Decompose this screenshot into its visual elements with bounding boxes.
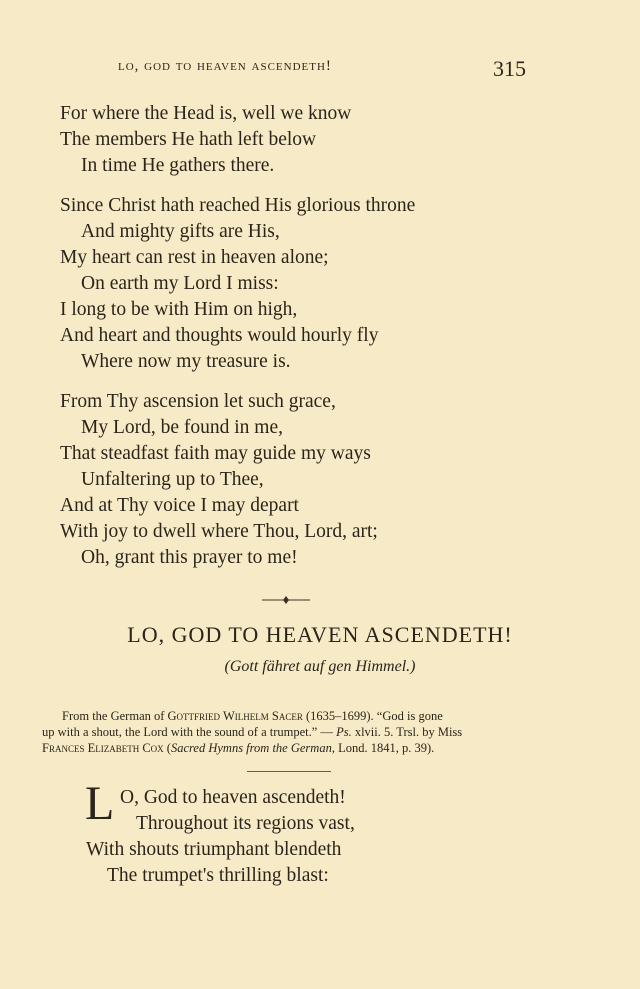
page-number: 315 (493, 56, 526, 81)
verse-line: O, God to heaven ascendeth! (120, 787, 346, 808)
verse-line: And at Thy voice I may depart (60, 495, 299, 516)
verse-line: And mighty gifts are His, (81, 221, 280, 242)
translator-name: Frances Elizabeth Cox (42, 741, 164, 755)
verse-line: The trumpet's thrilling blast: (107, 865, 329, 886)
text: (1635–1699). “God is gone (302, 709, 443, 723)
verse-line: My Lord, be found in me, (81, 417, 284, 438)
verse-line: The members He hath left below (60, 129, 317, 150)
footnote-line-2 (42, 725, 462, 740)
separator-rule (247, 771, 331, 772)
verse-line: For where the Head is, well we know (60, 103, 352, 124)
verse-line: My heart can rest in heaven alone; (60, 247, 329, 268)
author-name: Gottfried Wilhelm Sacer (167, 709, 303, 723)
verse-line: Unfaltering up to Thee, (81, 469, 264, 490)
verse-line: On earth my Lord I miss: (81, 273, 279, 294)
footnote-line-3 (42, 741, 434, 756)
verse-line: With shouts triumphant blendeth (86, 839, 342, 860)
text: up with a shout, the Lord with the sound of a trumpet.” — (42, 725, 337, 739)
verse-line: From Thy ascension let such grace, (60, 391, 336, 412)
drop-cap: L (85, 777, 115, 830)
verse-line: With joy to dwell where Thou, Lord, art; (60, 521, 378, 542)
footnote-line-1 (62, 709, 443, 724)
verse-line: Oh, grant this prayer to me! (81, 547, 298, 568)
running-title: lo, god to heaven ascendeth! (118, 58, 332, 74)
text: From the German of (62, 709, 168, 723)
verse-line: I long to be with Him on high, (60, 299, 298, 320)
verse-line: And heart and thoughts would hourly fly (60, 325, 379, 346)
hymn-subtitle: (Gott fähret auf gen Himmel.) (224, 658, 416, 675)
text: xlvii. 5. Trsl. by Miss (351, 725, 463, 739)
verse-line: Throughout its regions vast, (136, 813, 355, 834)
psalm-ref: Ps. (336, 725, 352, 739)
verse-line: Where now my treasure is. (81, 351, 291, 372)
hymn-title: LO, GOD TO HEAVEN ASCENDETH! (127, 622, 513, 647)
text: , Lond. 1841, p. 39). (331, 741, 435, 755)
verse-line: That steadfast faith may guide my ways (60, 443, 371, 464)
ornament-divider (262, 594, 310, 606)
text: ( (163, 741, 171, 755)
book-title: Sacred Hymns from the German (170, 741, 332, 755)
verse-line: Since Christ hath reached His glorious throne (60, 195, 416, 216)
verse-line: In time He gathers there. (81, 155, 275, 176)
